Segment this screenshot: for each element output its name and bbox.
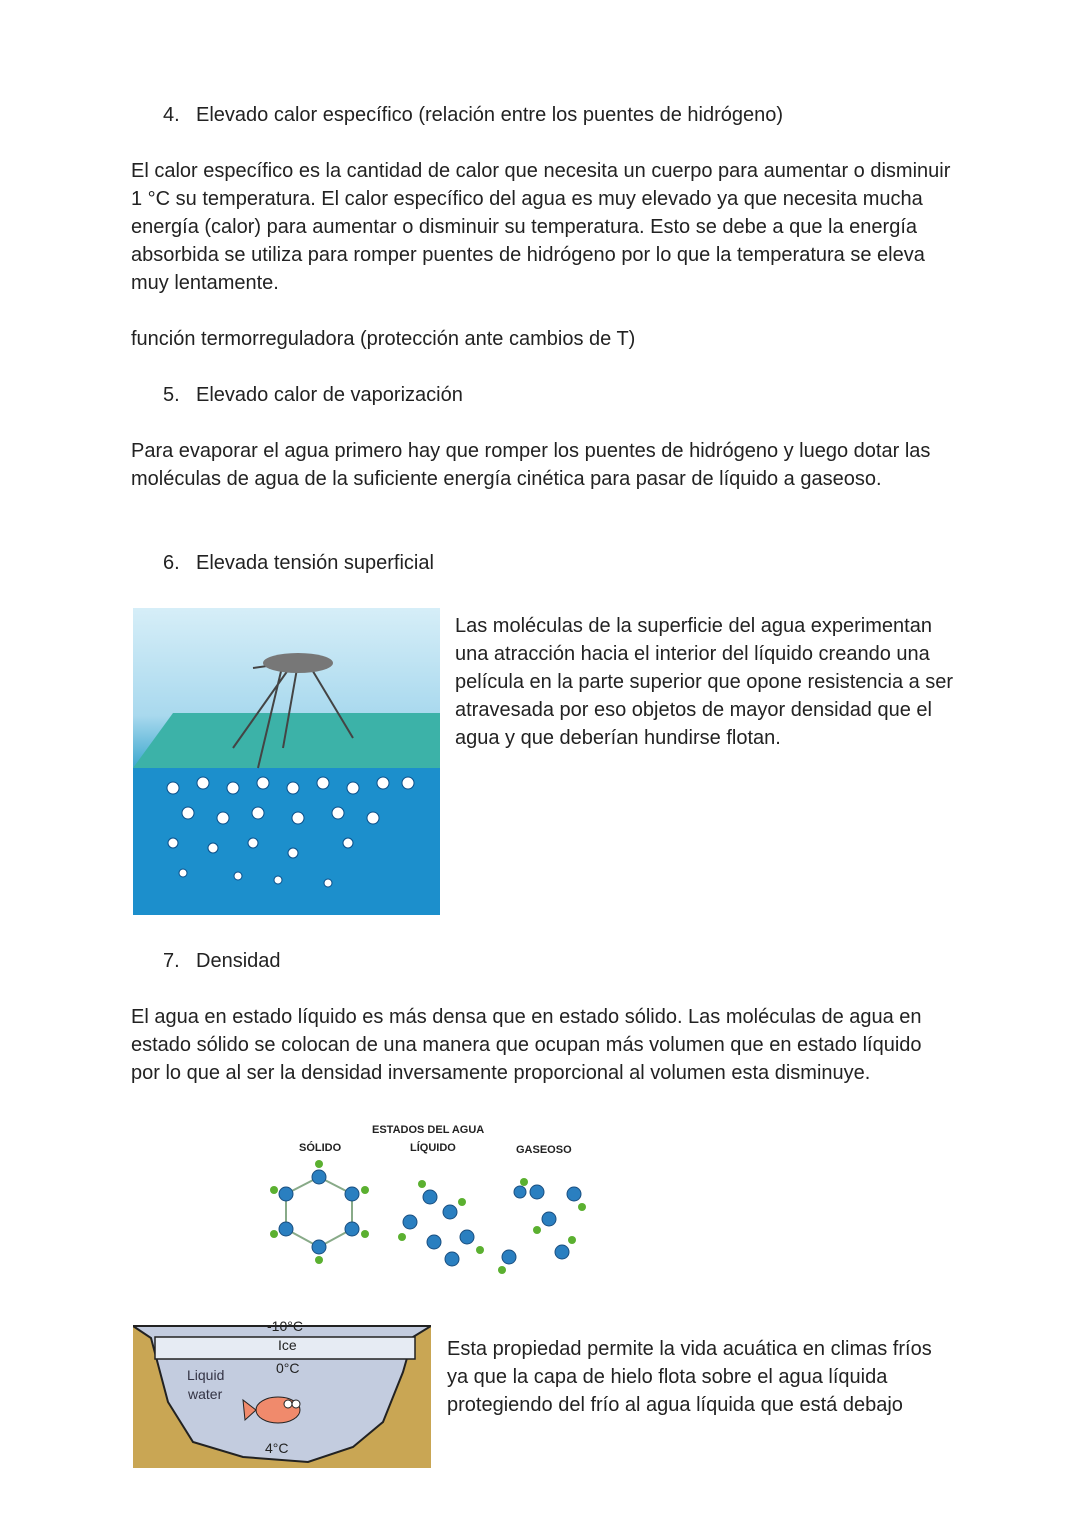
paragraph-densidad: El agua en estado líquido es más densa que en estado sólido. Las moléculas de agua en estado sólido se colocan de una manera que ocupan más volumen que en estado líquido por lo que al ser la densidad inversamente proporcional al volumen esta disminuye. [131, 1006, 922, 1084]
paragraph-funcion: función termorreguladora (protección ante cambios de T) [131, 328, 636, 350]
label-solido: SÓLIDO [299, 1142, 342, 1154]
section-number: 4. [163, 104, 180, 126]
label-liquid: Liquid [187, 1367, 225, 1383]
mosquito-water-illustration [133, 608, 440, 915]
label-water: water [188, 1386, 223, 1402]
label-ice: Ice [278, 1337, 297, 1353]
section-heading-6 [163, 549, 434, 577]
water-states-diagram [262, 1112, 592, 1277]
section-heading-4 [163, 101, 783, 129]
section-title: Densidad [196, 950, 281, 972]
label-liquido: LÍQUIDO [410, 1142, 456, 1154]
section-number: 7. [163, 950, 180, 972]
section-heading-5 [163, 381, 463, 409]
molecules-illustration [262, 1112, 592, 1277]
paragraph-tension-superficial: Las moléculas de la superficie del agua experimentan una atracción hacia el interior del líquido creando una película en la parte superior que opone resistencia a ser atravesada por eso objetos de mayor densidad que el agua y que deberían hundirse flotan. [455, 615, 954, 749]
paragraph-vaporizacion: Para evaporar el agua primero hay que romper los puentes de hidrógeno y luego dotar las moléculas de agua de la suficiente energía cinética para pasar de líquido a gaseoso. [131, 440, 931, 490]
label-0c: 0°C [276, 1360, 300, 1376]
section-heading-7 [163, 947, 281, 975]
label-gaseoso: GASEOSO [516, 1144, 572, 1156]
section-title: Elevado calor específico (relación entre los puentes de hidrógeno) [196, 104, 784, 126]
section-number: 5. [163, 384, 180, 406]
label-4c: 4°C [265, 1440, 289, 1456]
section-number: 6. [163, 552, 180, 574]
label-minus10: -10°C [267, 1318, 303, 1334]
diagram-title: ESTADOS DEL AGUA [372, 1124, 485, 1136]
paragraph-calor-especifico: El calor específico es la cantidad de calor que necesita un cuerpo para aumentar o disminuir 1 °C su temperatura. El calor específico del agua es muy elevado ya que necesita mucha energía (calor) para aumentar o disminuir su temperatura. Esto se debe a que la energía absorbida se utiliza para romper puentes de hidrógeno por lo que la temperatura se eleva muy lentamente. [131, 160, 951, 294]
frozen-lake-diagram [133, 1312, 431, 1468]
section-title: Elevada tensión superficial [196, 552, 434, 574]
surface-tension-image [133, 608, 440, 915]
section-title: Elevado calor de vaporización [196, 384, 463, 406]
paragraph-vida-acuatica: Esta propiedad permite la vida acuática en climas fríos ya que la capa de hielo flota sobre el agua líquida protegiendo del frío al agua líquida que está debajo [447, 1338, 932, 1416]
